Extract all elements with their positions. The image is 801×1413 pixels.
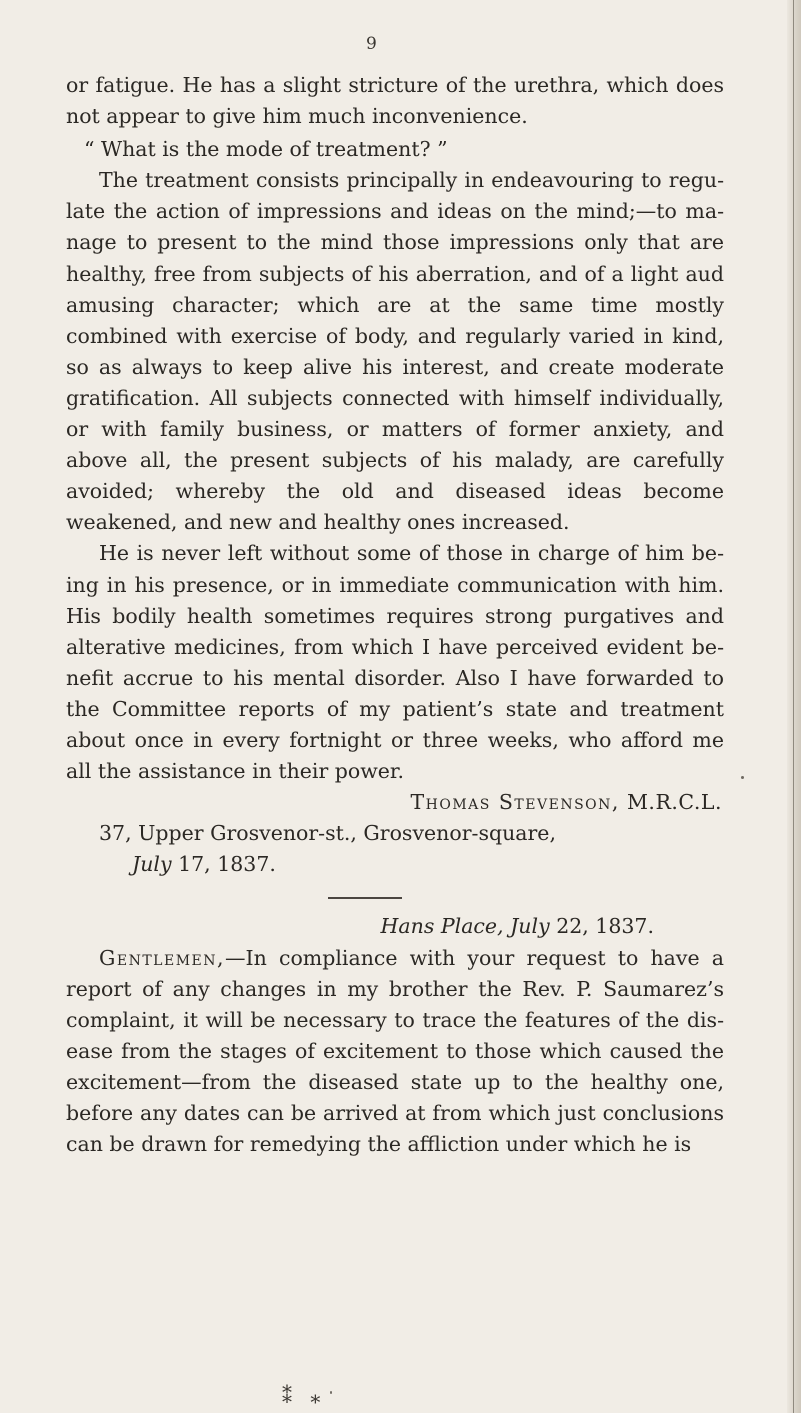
letter-salutation: Gentlemen, xyxy=(99,945,226,970)
date-line xyxy=(66,849,724,880)
paragraph-continuation: or fatigue. He has a slight stricture of the urethra, which does not appear to give him much inconvenience. xyxy=(66,73,724,129)
letter-dateline xyxy=(66,911,724,942)
question-line: “ What is the mode of treatment? ” xyxy=(84,137,448,162)
date-rest: 17, 1837. xyxy=(178,852,276,877)
signature-line xyxy=(66,787,724,818)
section-divider xyxy=(328,897,402,899)
signature-name: Thomas Stevenson, xyxy=(410,790,620,815)
page-number: 9 xyxy=(366,34,377,54)
letter-place: Hans Place, xyxy=(380,914,504,939)
page-body xyxy=(66,70,724,1160)
paper-speck xyxy=(330,1391,332,1394)
address-line: 37, Upper Grosvenor-st., Grosvenor-square, xyxy=(99,821,556,846)
page-edge xyxy=(787,0,801,1413)
signature-credentials: M.R.C.L. xyxy=(626,790,722,815)
paper-speck xyxy=(741,776,744,779)
letter-date-rest: 22, 1837. xyxy=(556,914,654,939)
letter-body: —In compliance with your request to have a report of any changes in my brother the Rev. P. Saumarez’s complaint, it will be necessary to trace the features of the disease from the stages of excitement to those which caused the excitement—from the diseased state up to the healthy one, before any dates can be arrived at from which just conclusions can be drawn for remedying the affliction under which he is xyxy=(66,945,724,1157)
footer-marks: ⁑ ⁎ xyxy=(282,1384,327,1408)
paragraph-letter xyxy=(66,943,724,1161)
date-month: July xyxy=(132,852,172,877)
paragraph-care: He is never left without some of those in charge of him being in his presence, or in immediate communication with him. His bodily health sometimes requires strong purgatives and alterative medicines, from which I have perceived evident benefit accrue to his mental disorder. Also I have forwarded to the Committee reports of my patient’s state and treatment about once in every fortnight or three weeks, who afford me all the assistance in their power. xyxy=(66,541,724,784)
paragraph-treatment: The treatment consists principally in endeavouring to regulate the action of impressions and ideas on the mind;—to manage to present to the mind those impressions only that are healthy, free from subjects of his aberration, and of a light aud amusing character; which are at the same time mostly combined with exercise of body, and regularly varied in kind, so as always to keep alive his interest, and create moderate gratification. All subjects connected with himself individually, or with family business, or matters of former anxiety, and above all, the present subjects of his malady, are carefully avoided; whereby the old and diseased ideas become weakened, and new and healthy ones increased. xyxy=(66,168,724,535)
letter-month: July xyxy=(510,914,550,939)
